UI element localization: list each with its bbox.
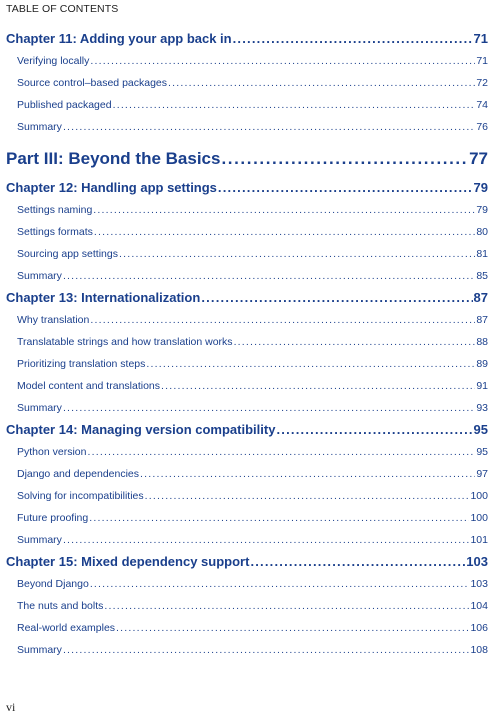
toc-entry-page: 103 (466, 554, 488, 569)
toc-entry-page: 81 (476, 248, 488, 260)
toc-entry-title: Summary (17, 644, 62, 656)
toc-entry-title: Python version (17, 446, 87, 458)
toc-entry-page: 87 (476, 314, 488, 326)
toc-entry-title: Future proofing (17, 512, 89, 524)
toc-section-entry[interactable] (6, 72, 488, 94)
toc-section-entry[interactable] (6, 116, 488, 138)
toc-entry-title: Chapter 12: Handling app settings (6, 180, 217, 195)
toc-entry-title: Source control–based packages (17, 77, 168, 89)
toc-entry-title: Summary (17, 534, 62, 546)
toc-entry-title: Django and dependencies (17, 468, 140, 480)
toc-entry-title: Real-world examples (17, 622, 116, 634)
toc-part-entry[interactable] (6, 146, 488, 172)
toc-section-entry[interactable] (6, 309, 488, 331)
toc-entry-title: Chapter 13: Internationalization (6, 290, 201, 305)
toc-section-entry[interactable] (6, 485, 488, 507)
dot-leader (276, 419, 472, 441)
toc-chapter-entry[interactable] (6, 177, 488, 199)
toc-section-entry[interactable] (6, 639, 488, 661)
toc-entry-page: 104 (470, 600, 488, 612)
toc-entry-page: 101 (470, 534, 488, 546)
toc-entry-title: Settings formats (17, 226, 93, 238)
toc-entry-page: 87 (473, 290, 488, 305)
dot-leader (113, 94, 476, 116)
toc-entry-page: 71 (476, 55, 488, 67)
dot-leader (89, 507, 469, 529)
toc-entry-page: 85 (476, 270, 488, 282)
toc-section-entry[interactable] (6, 94, 488, 116)
toc-section-entry[interactable] (6, 463, 488, 485)
toc-entry-page: 108 (470, 644, 488, 656)
toc-section-entry[interactable] (6, 507, 488, 529)
dot-leader (161, 375, 475, 397)
toc-entry-page: 100 (470, 490, 488, 502)
dot-leader (119, 243, 475, 265)
dot-leader (93, 199, 475, 221)
toc-entry-title: Settings naming (17, 204, 93, 216)
dot-leader (63, 397, 475, 419)
toc-section-entry[interactable] (6, 573, 488, 595)
toc-section-entry[interactable] (6, 617, 488, 639)
toc-entry-title: Published packaged (17, 99, 112, 111)
toc-section-entry[interactable] (6, 595, 488, 617)
toc-entry-title: Part III: Beyond the Basics (6, 149, 221, 168)
toc-entry-page: 80 (476, 226, 488, 238)
toc-entry-title: Why translation (17, 314, 90, 326)
dot-leader (90, 50, 475, 72)
toc-section-entry[interactable] (6, 353, 488, 375)
dot-leader (63, 116, 475, 138)
toc-entry-page: 95 (473, 422, 488, 437)
dot-leader (90, 309, 475, 331)
toc-section-entry[interactable] (6, 199, 488, 221)
toc-entry-title: Beyond Django (17, 578, 89, 590)
toc-entry-page: 89 (476, 358, 488, 370)
toc-entry-page: 79 (473, 180, 488, 195)
toc-section-entry[interactable] (6, 50, 488, 72)
toc-entry-page: 103 (470, 578, 488, 590)
toc-entry-title: Verifying locally (17, 55, 90, 67)
toc-entry-page: 72 (476, 77, 488, 89)
toc-entry-title: Sourcing app settings (17, 248, 118, 260)
dot-leader (250, 551, 465, 573)
toc-entry-page: 88 (476, 336, 488, 348)
toc-entry-page: 97 (476, 468, 488, 480)
toc-entry-title: Prioritizing translation steps (17, 358, 146, 370)
dot-leader (218, 177, 473, 199)
toc-entry-title: Model content and translations (17, 380, 161, 392)
dot-leader (233, 28, 473, 50)
dot-leader (90, 573, 470, 595)
toc-entry-page: 77 (469, 149, 488, 168)
dot-leader (87, 441, 475, 463)
toc-entry-title: Chapter 15: Mixed dependency support (6, 554, 250, 569)
toc-section-entry[interactable] (6, 243, 488, 265)
running-header: TABLE OF CONTENTS (6, 3, 119, 15)
toc-chapter-entry[interactable] (6, 287, 488, 309)
toc-entry-page: 76 (476, 121, 488, 133)
page-number: vi (6, 700, 16, 714)
toc-entry-title: Translatable strings and how translation works (17, 336, 233, 348)
toc-section-entry[interactable] (6, 529, 488, 551)
table-of-contents (6, 28, 488, 661)
dot-leader (104, 595, 469, 617)
toc-section-entry[interactable] (6, 441, 488, 463)
dot-leader (201, 287, 472, 309)
dot-leader (116, 617, 469, 639)
toc-entry-title: Solving for incompatibilities (17, 490, 144, 502)
dot-leader (221, 146, 468, 172)
toc-entry-page: 79 (476, 204, 488, 216)
dot-leader (145, 485, 470, 507)
toc-section-entry[interactable] (6, 221, 488, 243)
toc-entry-page: 93 (476, 402, 488, 414)
toc-entry-title: Chapter 14: Managing version compatibility (6, 422, 276, 437)
toc-entry-page: 91 (476, 380, 488, 392)
dot-leader (140, 463, 475, 485)
toc-entry-page: 106 (470, 622, 488, 634)
toc-section-entry[interactable] (6, 265, 488, 287)
dot-leader (234, 331, 476, 353)
toc-entry-page: 74 (476, 99, 488, 111)
toc-entry-page: 100 (470, 512, 488, 524)
dot-leader (63, 639, 470, 661)
dot-leader (63, 529, 470, 551)
toc-section-entry[interactable] (6, 397, 488, 419)
toc-entry-page: 95 (476, 446, 488, 458)
toc-entry-page: 71 (473, 31, 488, 46)
toc-section-entry[interactable] (6, 331, 488, 353)
toc-chapter-entry[interactable] (6, 551, 488, 573)
dot-leader (63, 265, 475, 287)
dot-leader (168, 72, 475, 94)
dot-leader (146, 353, 475, 375)
toc-chapter-entry[interactable] (6, 419, 488, 441)
toc-entry-title: Chapter 11: Adding your app back in (6, 31, 232, 46)
toc-entry-title: Summary (17, 402, 62, 414)
toc-entry-title: The nuts and bolts (17, 600, 104, 612)
dot-leader (94, 221, 475, 243)
toc-entry-title: Summary (17, 121, 62, 133)
toc-entry-title: Summary (17, 270, 62, 282)
toc-section-entry[interactable] (6, 375, 488, 397)
toc-chapter-entry[interactable] (6, 28, 488, 50)
